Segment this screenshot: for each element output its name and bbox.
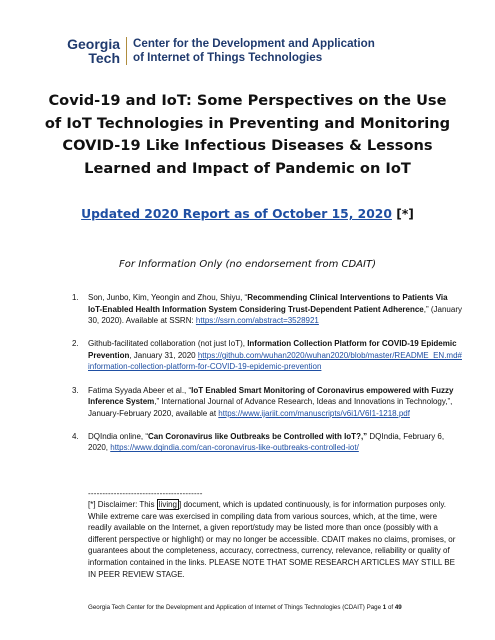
information-note: For Information Only (no endorsement from CDAIT) <box>119 259 376 270</box>
reference-item: 4. DQIndia online, “Can Coronavirus like Outbreaks be Controlled with IoT?,” DQIndia, February 6, 2020, https://www.dqindia.com/can-coronavirus-like-outbreaks-controlled-iot/ <box>72 431 445 453</box>
document-title: Covid-19 and IoT: Some Perspectives on the Use of IoT Technologies in Preventing and Monitoring COVID-19 Like Infectious Diseases & Lessons Learned and Impact of Pandemic on IoT <box>44 92 451 177</box>
center-name-line1: Center for the Development and Application <box>133 37 375 50</box>
reference-title: Information Collection Platform for COVID-19 Epidemic Prevention <box>88 339 457 360</box>
page-total: 49 <box>394 604 402 611</box>
living-highlight: living <box>158 500 177 509</box>
reference-number: 3. <box>72 385 79 395</box>
document-header <box>60 37 450 67</box>
footnote-separator: ---------------------------------------- <box>88 489 203 498</box>
disclaimer-marker: [*] <box>396 207 414 221</box>
reference-link[interactable]: https://www.ijariit.com/manuscripts/v6i1/V6I1-1218.pdf <box>218 408 410 418</box>
reference-link[interactable]: https://github.com/wuhan2020/wuhan2020/blob/master/README_EN.md#information-collection-platform-for-COVID-19-epidemic-prevention <box>88 350 462 372</box>
georgia-tech-logo: Georgia Tech <box>60 37 127 65</box>
page-footer: Georgia Tech Center for the Development and Application of Internet of Things Technologies (CDAIT) Page 1 of 49 <box>88 604 402 611</box>
page-number: 1 <box>382 604 387 611</box>
report-date-heading <box>40 207 455 221</box>
reference-number: 4. <box>72 431 79 441</box>
reference-number: 2. <box>72 339 79 349</box>
report-date-text: Updated 2020 Report as of October 15, 2020 <box>81 207 392 221</box>
reference-title: Can Coronavirus like Outbreaks be Controlled with IoT?,” <box>148 431 368 441</box>
reference-list <box>62 292 462 466</box>
reference-number: 1. <box>72 293 79 302</box>
reference-item: 1. Son, Junbo, Kim, Yeongin and Zhou, Shiyu, “Recommending Clinical Interventions to Patients Via IoT-Enabled Health Information System Considering Trust-Dependent Patient Adherence,” (January 30, 2020). Available at SSRN: https://ssrn.com/abstract=3528921 <box>72 293 462 326</box>
center-name <box>127 37 375 65</box>
reference-link[interactable]: https://ssrn.com/abstract=3528921 <box>195 316 319 326</box>
disclaimer-footnote: [*] Disclaimer: This living ] document, which is updated continuously, is for information purposes only. While extreme care was exercised in compiling data from various sources, which, at the time, were readily available on the Internet, a given report/study may be listed more than once (possibly with a different perspective or highlight) or may no longer be accessible. CDAIT makes no claims, promises, or guarantees about the completeness, accuracy, correctness, currency, relevance, reliability or quality of information contained in the links. PLEASE NOTE THAT SOME RESEARCH ARTICLES MAY STILL BE IN PEER REVIEW STAGE. <box>88 500 456 579</box>
reference-link[interactable]: https://www.dqindia.com/can-coronavirus-like-outbreaks-controlled-iot/ <box>110 443 359 453</box>
reference-title: IoT Enabled Smart Monitoring of Coronavirus empowered with Fuzzy Inference System <box>88 385 454 407</box>
reference-item: 3. Fatima Syyada Abeer et al., “IoT Enabled Smart Monitoring of Coronavirus empowered with Fuzzy Inference System,” International Journal of Advance Research, Ideas and Innovations in Technology,”, January-February 2020, available at https://www.ijariit.com/manuscripts/v6i1/V6I1-1218.pdf <box>72 385 454 418</box>
center-name-line2: of Internet of Things Technologies <box>133 51 323 64</box>
reference-item: 2. Github-facilitated collaboration (not just IoT), Information Collection Platform for COVID-19 Epidemic Prevention, January 31, 2020 https://github.com/wuhan2020/wuhan2020/blob/master/README_EN.md#information-collection-platform-for-COVID-19-epidemic-prevention <box>72 339 462 372</box>
reference-title: Recommending Clinical Interventions to Patients Via IoT-Enabled Health Information System Considering Trust-Dependent Patient Adherence <box>88 293 448 314</box>
